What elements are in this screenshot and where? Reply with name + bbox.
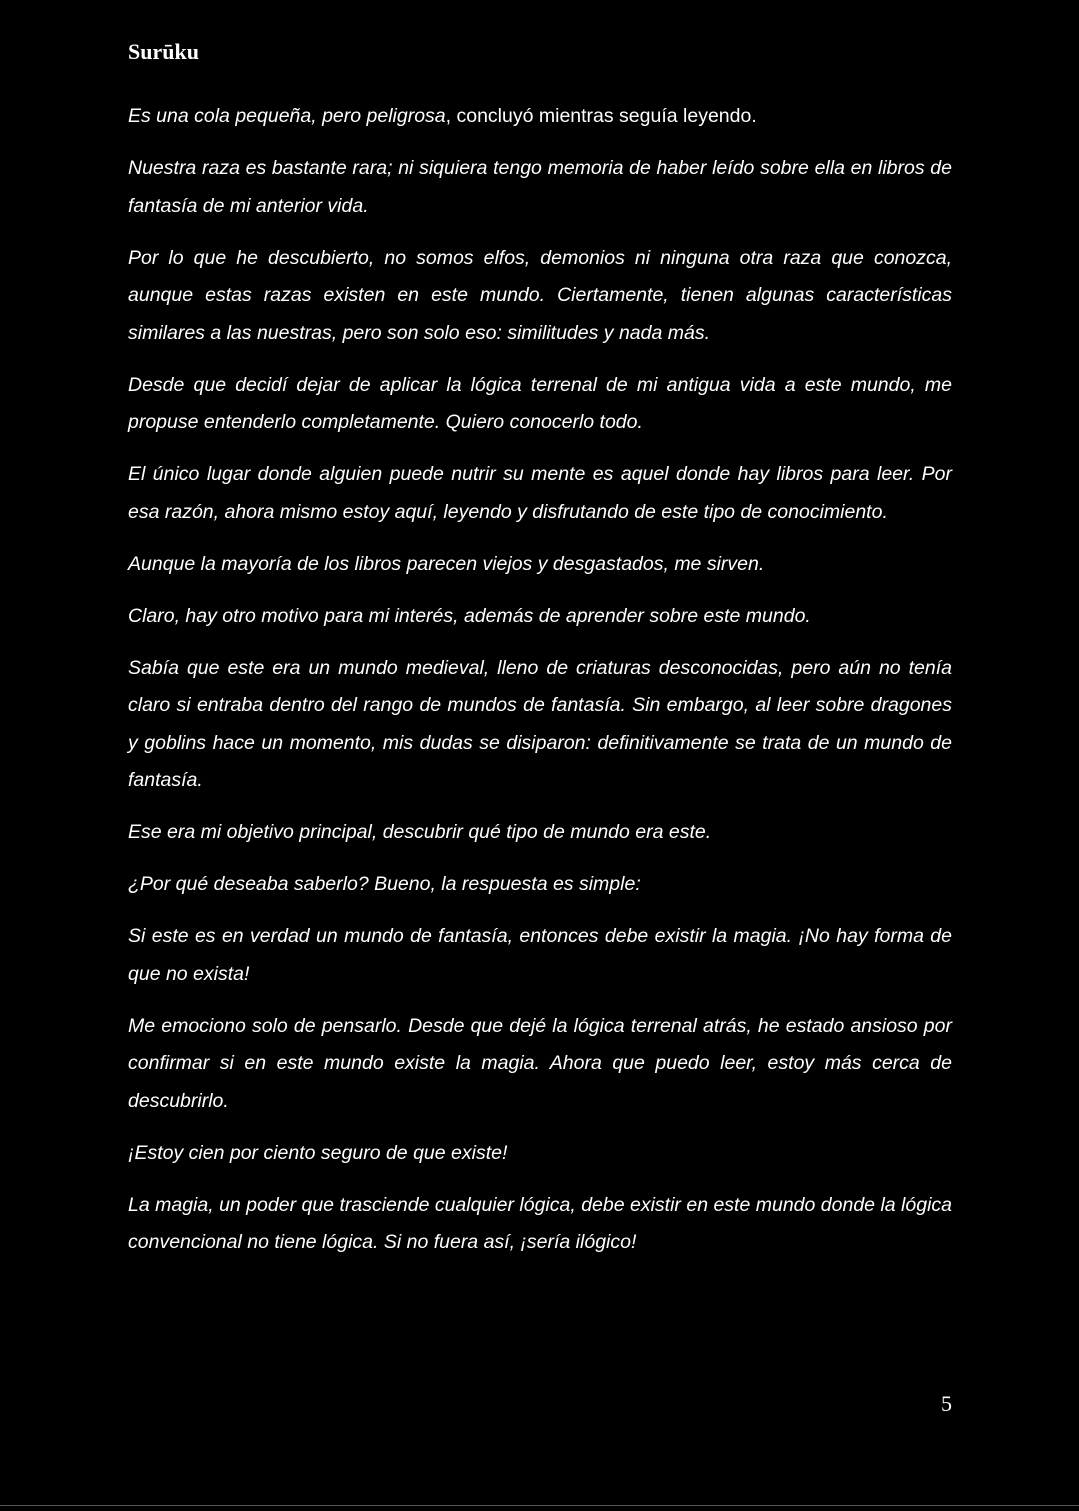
paragraph-italic-text: Desde que decidí dejar de aplicar la lógica terrenal de mi antigua vida a este mundo, me propuse entenderlo completamente. Quiero conocerlo todo. [128, 373, 952, 433]
paragraph [128, 367, 952, 442]
running-header-title: Surūku [128, 39, 199, 64]
paragraph [128, 456, 952, 531]
paragraph [128, 866, 952, 904]
paragraph-italic-text: Aunque la mayoría de los libros parecen viejos y desgastados, me sirven. [128, 552, 765, 575]
paragraph-italic-text: ¿Por qué deseaba saberlo? Bueno, la respuesta es simple: [128, 873, 641, 895]
paragraph-italic-text: ¡Estoy cien por ciento seguro de que existe! [128, 1141, 508, 1164]
paragraph-italic-text: La magia, un poder que trasciende cualquier lógica, debe existir en este mundo donde la lógica convencional no tiene lógica. Si no fuera así, ¡sería ilógico! [128, 1193, 952, 1253]
paragraph [128, 1135, 952, 1173]
paragraph [128, 546, 952, 584]
paragraph-upright-text: , concluyó mientras seguía leyendo. [445, 105, 757, 127]
page-number: 5 [941, 1391, 952, 1416]
paragraph [128, 98, 952, 136]
chapter-body [128, 98, 952, 1276]
paragraph [128, 240, 952, 353]
paragraph [128, 918, 952, 993]
paragraph-italic-text: Por lo que he descubierto, no somos elfos, demonios ni ninguna otra raza que conozca, aunque estas razas existen en este mundo. Ciertamente, tienen algunas características similares a las nuestras, pero son solo eso: similitudes y nada más. [128, 246, 952, 344]
paragraph-italic-text: Si este es en verdad un mundo de fantasía, entonces debe existir la magia. ¡No hay forma de que no exista! [128, 925, 952, 985]
paragraph [128, 814, 952, 852]
paragraph-italic-text: Me emociono solo de pensarlo. Desde que dejé la lógica terrenal atrás, he estado ansioso por confirmar si en este mundo existe la magia. Ahora que puedo leer, estoy más cerca de descubrirlo. [128, 1014, 952, 1112]
paragraph [128, 650, 952, 800]
paragraph-italic-text: Nuestra raza es bastante rara; ni siquiera tengo memoria de haber leído sobre ella en libros de fantasía de mi anterior vida. [128, 157, 952, 217]
paragraph [128, 1008, 952, 1121]
paragraph-italic-text: Ese era mi objetivo principal, descubrir qué tipo de mundo era este. [128, 821, 712, 843]
paragraph-italic-text: Sabía que este era un mundo medieval, lleno de criaturas desconocidas, pero aún no tenía claro si entraba dentro del rango de mundos de fantasía. Sin embargo, al leer sobre dragones y goblins hace un momento, mis dudas se disiparon: definitivamente se trata de un mundo de fantasía. [128, 656, 952, 791]
paragraph [128, 598, 952, 636]
paragraph-italic-text: Es una cola pequeña, pero peligrosa [128, 105, 446, 127]
paragraph-italic-text: Claro, hay otro motivo para mi interés, además de aprender sobre este mundo. [128, 604, 811, 627]
paragraph-italic-text: El único lugar donde alguien puede nutrir su mente es aquel donde hay libros para leer. Por esa razón, ahora mismo estoy aquí, leyendo y disfrutando de este tipo de conocimiento. [128, 463, 952, 523]
paragraph [128, 1187, 952, 1262]
paragraph [128, 150, 952, 225]
